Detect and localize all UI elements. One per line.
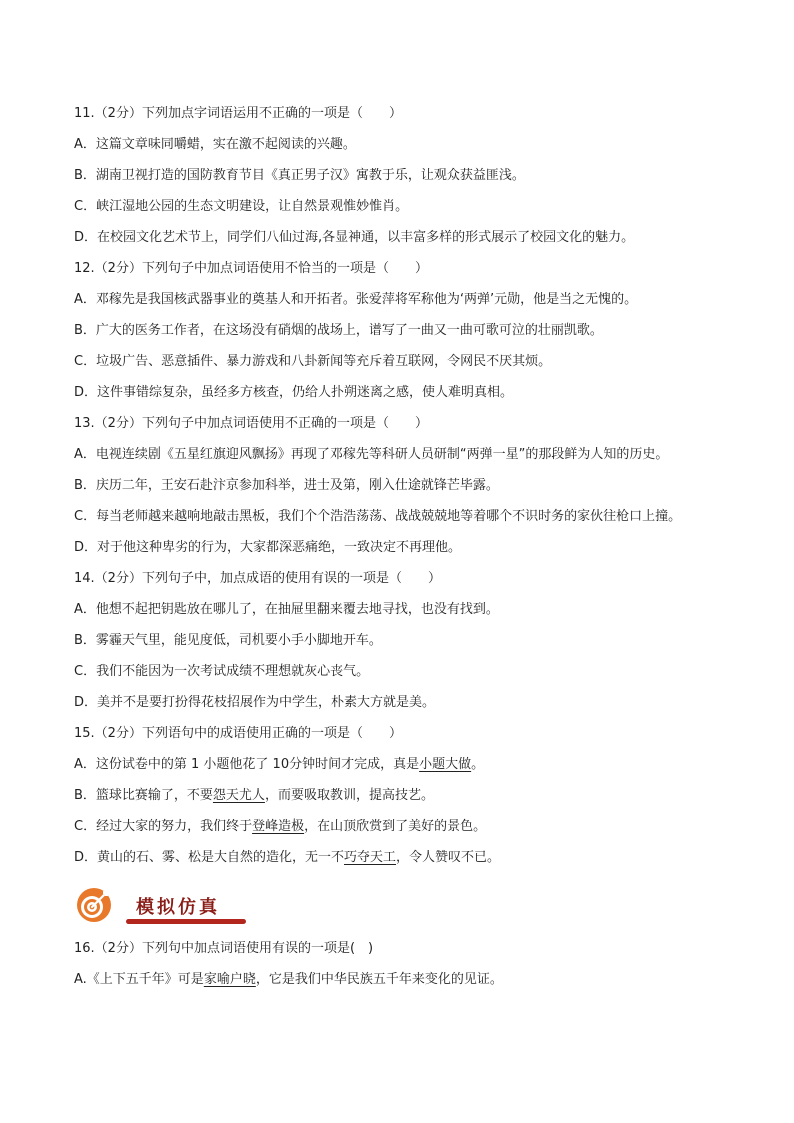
option-b: B．雾霾天气里，能见度低，司机要小手小脚地开车。 bbox=[74, 633, 382, 648]
option-c: C．我们不能因为一次考试成绩不理想就灰心丧气。 bbox=[74, 664, 370, 679]
option-text: ，而要吸取教训，提高技艺。 bbox=[264, 788, 434, 803]
option-a: A．邓稼先是我国核武器事业的奠基人和开拓者。张爱萍将军称他为‘两弹’元勋，他是当之无愧的。 bbox=[74, 292, 638, 307]
question-stem: 16.（2分）下列句中加点词语使用有误的一项是( ) bbox=[74, 941, 374, 956]
option-text: A.《上下五千年》可是 bbox=[74, 972, 204, 987]
question-stem: 14.（2分）下列句子中，加点成语的使用有误的一项是（ ） bbox=[74, 571, 441, 586]
option-text: C．经过大家的努力，我们终于 bbox=[74, 819, 253, 834]
option-d bbox=[74, 842, 734, 873]
option-b: B．庆历二年，王安石赴汴京参加科举，进士及第，刚入仕途就锋芒毕露。 bbox=[74, 478, 499, 493]
question-16 bbox=[74, 933, 734, 995]
option-c bbox=[74, 811, 734, 842]
option-a bbox=[74, 749, 734, 780]
underlined-idiom: 家喻户晓 bbox=[203, 972, 256, 987]
option-text: D．黄山的石、雾、松是大自然的造化，无一不 bbox=[74, 850, 345, 865]
option-b bbox=[74, 780, 734, 811]
question-14 bbox=[74, 563, 734, 718]
option-d: D．美并不是要打扮得花枝招展作为中学生，朴素大方就是美。 bbox=[74, 695, 436, 710]
target-icon bbox=[76, 887, 112, 923]
option-text: B．篮球比赛输了，不要 bbox=[74, 788, 213, 803]
option-text: ，在山顶欣赏到了美好的景色。 bbox=[304, 819, 487, 834]
question-stem: 11.（2分）下列加点字词语运用不正确的一项是（ ） bbox=[74, 106, 402, 121]
question-12 bbox=[74, 253, 734, 408]
option-d: D．对于他这种卑劣的行为，大家都深恶痛绝，一致决定不再理他。 bbox=[74, 540, 462, 555]
question-11 bbox=[74, 98, 734, 253]
option-d: D．这件事错综复杂，虽经多方核查，仍给人扑朔迷离之感，使人难明真相。 bbox=[74, 385, 514, 400]
option-d: D．在校园文化艺术节上，同学们八仙过海,各显神通，以丰富多样的形式展示了校园文化的魅力。 bbox=[74, 230, 635, 245]
question-stem: 12.（2分）下列句子中加点词语使用不恰当的一项是（ ） bbox=[74, 261, 428, 276]
option-c: C．每当老师越来越响地敲击黑板，我们个个浩浩荡荡、战战兢兢地等着哪个不识时务的家伙往枪口上撞。 bbox=[74, 509, 682, 524]
option-text: ，它是我们中华民族五千年来变化的见证。 bbox=[255, 972, 503, 987]
option-a: A．电视连续剧《五星红旗迎风飘扬》再现了邓稼先等科研人员研制“两弹一星”的那段鲜为人知的历史。 bbox=[74, 447, 669, 462]
title-brush-stroke bbox=[126, 919, 246, 924]
underlined-idiom: 巧夺天工 bbox=[344, 850, 397, 865]
option-a: A．这篇文章味同嚼蜡，实在激不起阅读的兴趣。 bbox=[74, 137, 356, 152]
question-stem: 15.（2分）下列语句中的成语使用正确的一项是（ ） bbox=[74, 726, 402, 741]
option-text: A．这份试卷中的第 1 小题他花了 10分钟时间才完成，真是 bbox=[74, 757, 420, 772]
option-a: A．他想不起把钥匙放在哪儿了，在抽屉里翻来覆去地寻找，也没有找到。 bbox=[74, 602, 499, 617]
option-c: C．峡江湿地公园的生态文明建设，让自然景观惟妙惟肖。 bbox=[74, 199, 409, 214]
question-stem: 13.（2分）下列句子中加点词语使用不正确的一项是（ ） bbox=[74, 416, 428, 431]
question-13 bbox=[74, 408, 734, 563]
section-title: 模拟仿真 bbox=[136, 897, 220, 918]
option-text: 。 bbox=[471, 757, 485, 772]
option-a bbox=[74, 964, 734, 995]
option-c: C．垃圾广告、恶意插件、暴力游戏和八卦新闻等充斥着互联网，令网民不厌其烦。 bbox=[74, 354, 552, 369]
section-header bbox=[74, 879, 734, 931]
option-b: B．广大的医务工作者，在这场没有硝烟的战场上，谱写了一曲又一曲可歌可泣的壮丽凯歌。 bbox=[74, 323, 603, 338]
underlined-idiom: 小题大做 bbox=[419, 757, 472, 772]
underlined-idiom: 登峰造极 bbox=[252, 819, 305, 834]
question-15 bbox=[74, 718, 734, 873]
underlined-idiom: 怨天尤人 bbox=[212, 788, 265, 803]
document-body bbox=[74, 98, 734, 995]
option-text: ，令人赞叹不已。 bbox=[396, 850, 501, 865]
option-b: B．湖南卫视打造的国防教育节目《真正男子汉》寓教于乐，让观众获益匪浅。 bbox=[74, 168, 525, 183]
